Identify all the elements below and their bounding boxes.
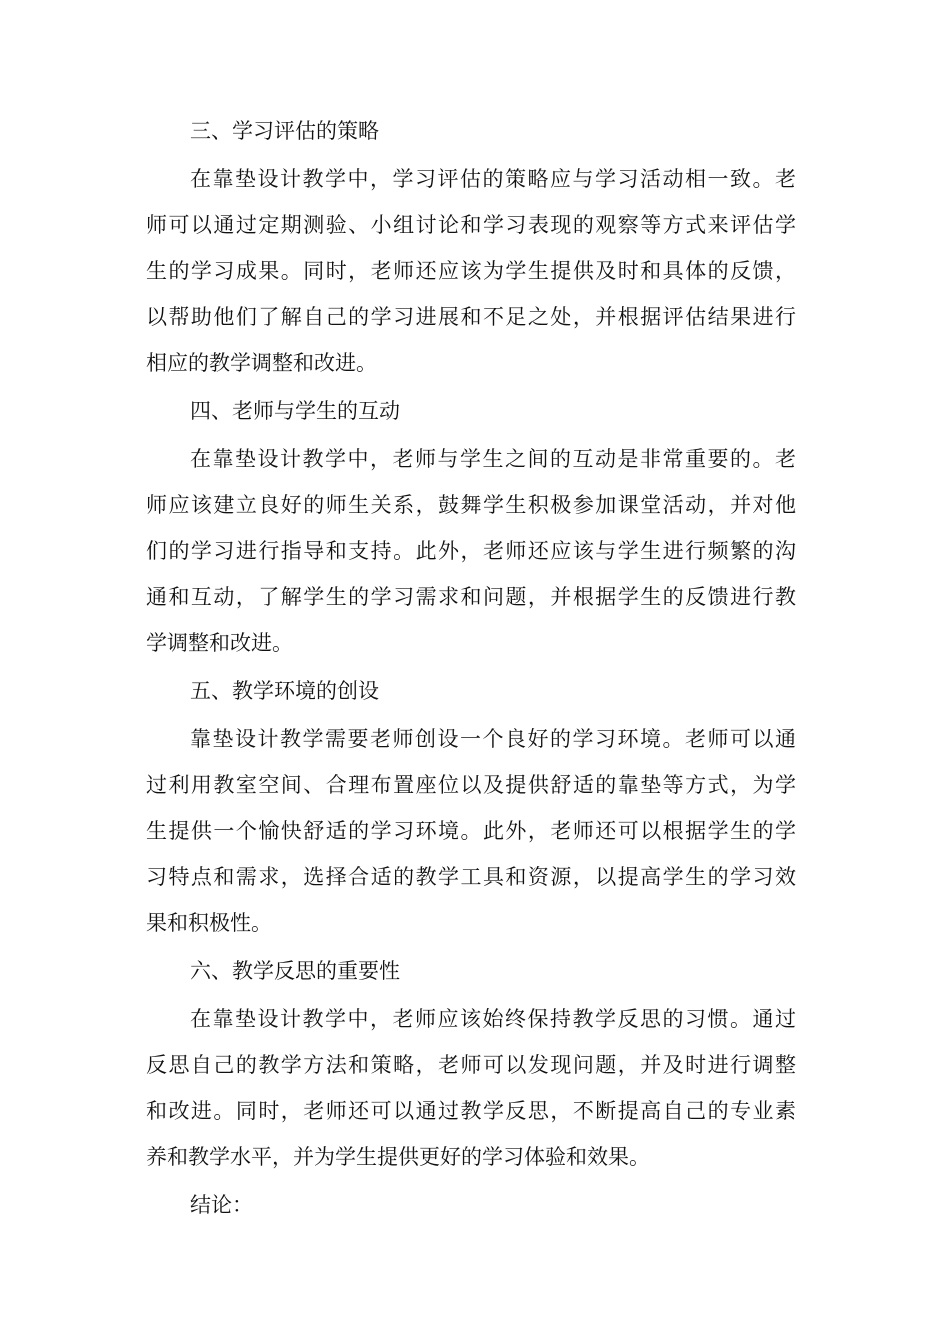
- paragraph-line: 在靠垫设计教学中，老师与学生之间的互动是非常重要的。老: [190, 447, 796, 471]
- conclusion-heading: 结论：: [190, 1193, 253, 1217]
- paragraph-line: 反思自己的教学方法和策略，老师可以发现问题，并及时进行调整: [146, 1053, 796, 1077]
- paragraph-line: 靠垫设计教学需要老师创设一个良好的学习环境。老师可以通: [190, 727, 796, 751]
- section-heading: 四、老师与学生的互动: [190, 399, 400, 423]
- paragraph-line: 师应该建立良好的师生关系，鼓舞学生积极参加课堂活动，并对他: [146, 493, 796, 517]
- paragraph-line: 习特点和需求，选择合适的教学工具和资源，以提高学生的学习效: [146, 865, 796, 889]
- paragraph-line: 在靠垫设计教学中，老师应该始终保持教学反思的习惯。通过: [190, 1007, 796, 1031]
- paragraph-line: 果和积极性。: [146, 911, 272, 935]
- section-paragraph: [146, 716, 796, 946]
- section-heading: 五、教学环境的创设: [190, 679, 379, 703]
- paragraph-line: 过利用教室空间、合理布置座位以及提供舒适的靠垫等方式，为学: [146, 773, 796, 797]
- document-page: [146, 108, 796, 1228]
- section-paragraph: [146, 436, 796, 666]
- paragraph-line: 学调整和改进。: [146, 631, 293, 655]
- paragraph-line: 通和互动，了解学生的学习需求和问题，并根据学生的反馈进行教: [146, 585, 796, 609]
- paragraph-line: 生的学习成果。同时，老师还应该为学生提供及时和具体的反馈，: [146, 259, 796, 283]
- paragraph-line: 师可以通过定期测验、小组讨论和学习表现的观察等方式来评估学: [146, 213, 796, 237]
- section-heading: 六、教学反思的重要性: [190, 959, 400, 983]
- paragraph-line: 和改进。同时，老师还可以通过教学反思，不断提高自己的专业素: [146, 1099, 796, 1123]
- paragraph-line: 以帮助他们了解自己的学习进展和不足之处，并根据评估结果进行: [146, 305, 796, 329]
- paragraph-line: 在靠垫设计教学中，学习评估的策略应与学习活动相一致。老: [190, 167, 796, 191]
- paragraph-line: 生提供一个愉快舒适的学习环境。此外，老师还可以根据学生的学: [146, 819, 796, 843]
- paragraph-line: 们的学习进行指导和支持。此外，老师还应该与学生进行频繁的沟: [146, 539, 796, 563]
- paragraph-line: 养和教学水平，并为学生提供更好的学习体验和效果。: [146, 1145, 650, 1169]
- section-heading: 三、学习评估的策略: [190, 119, 379, 143]
- section-paragraph: [146, 996, 796, 1180]
- paragraph-line: 相应的教学调整和改进。: [146, 351, 377, 375]
- section-paragraph: [146, 156, 796, 386]
